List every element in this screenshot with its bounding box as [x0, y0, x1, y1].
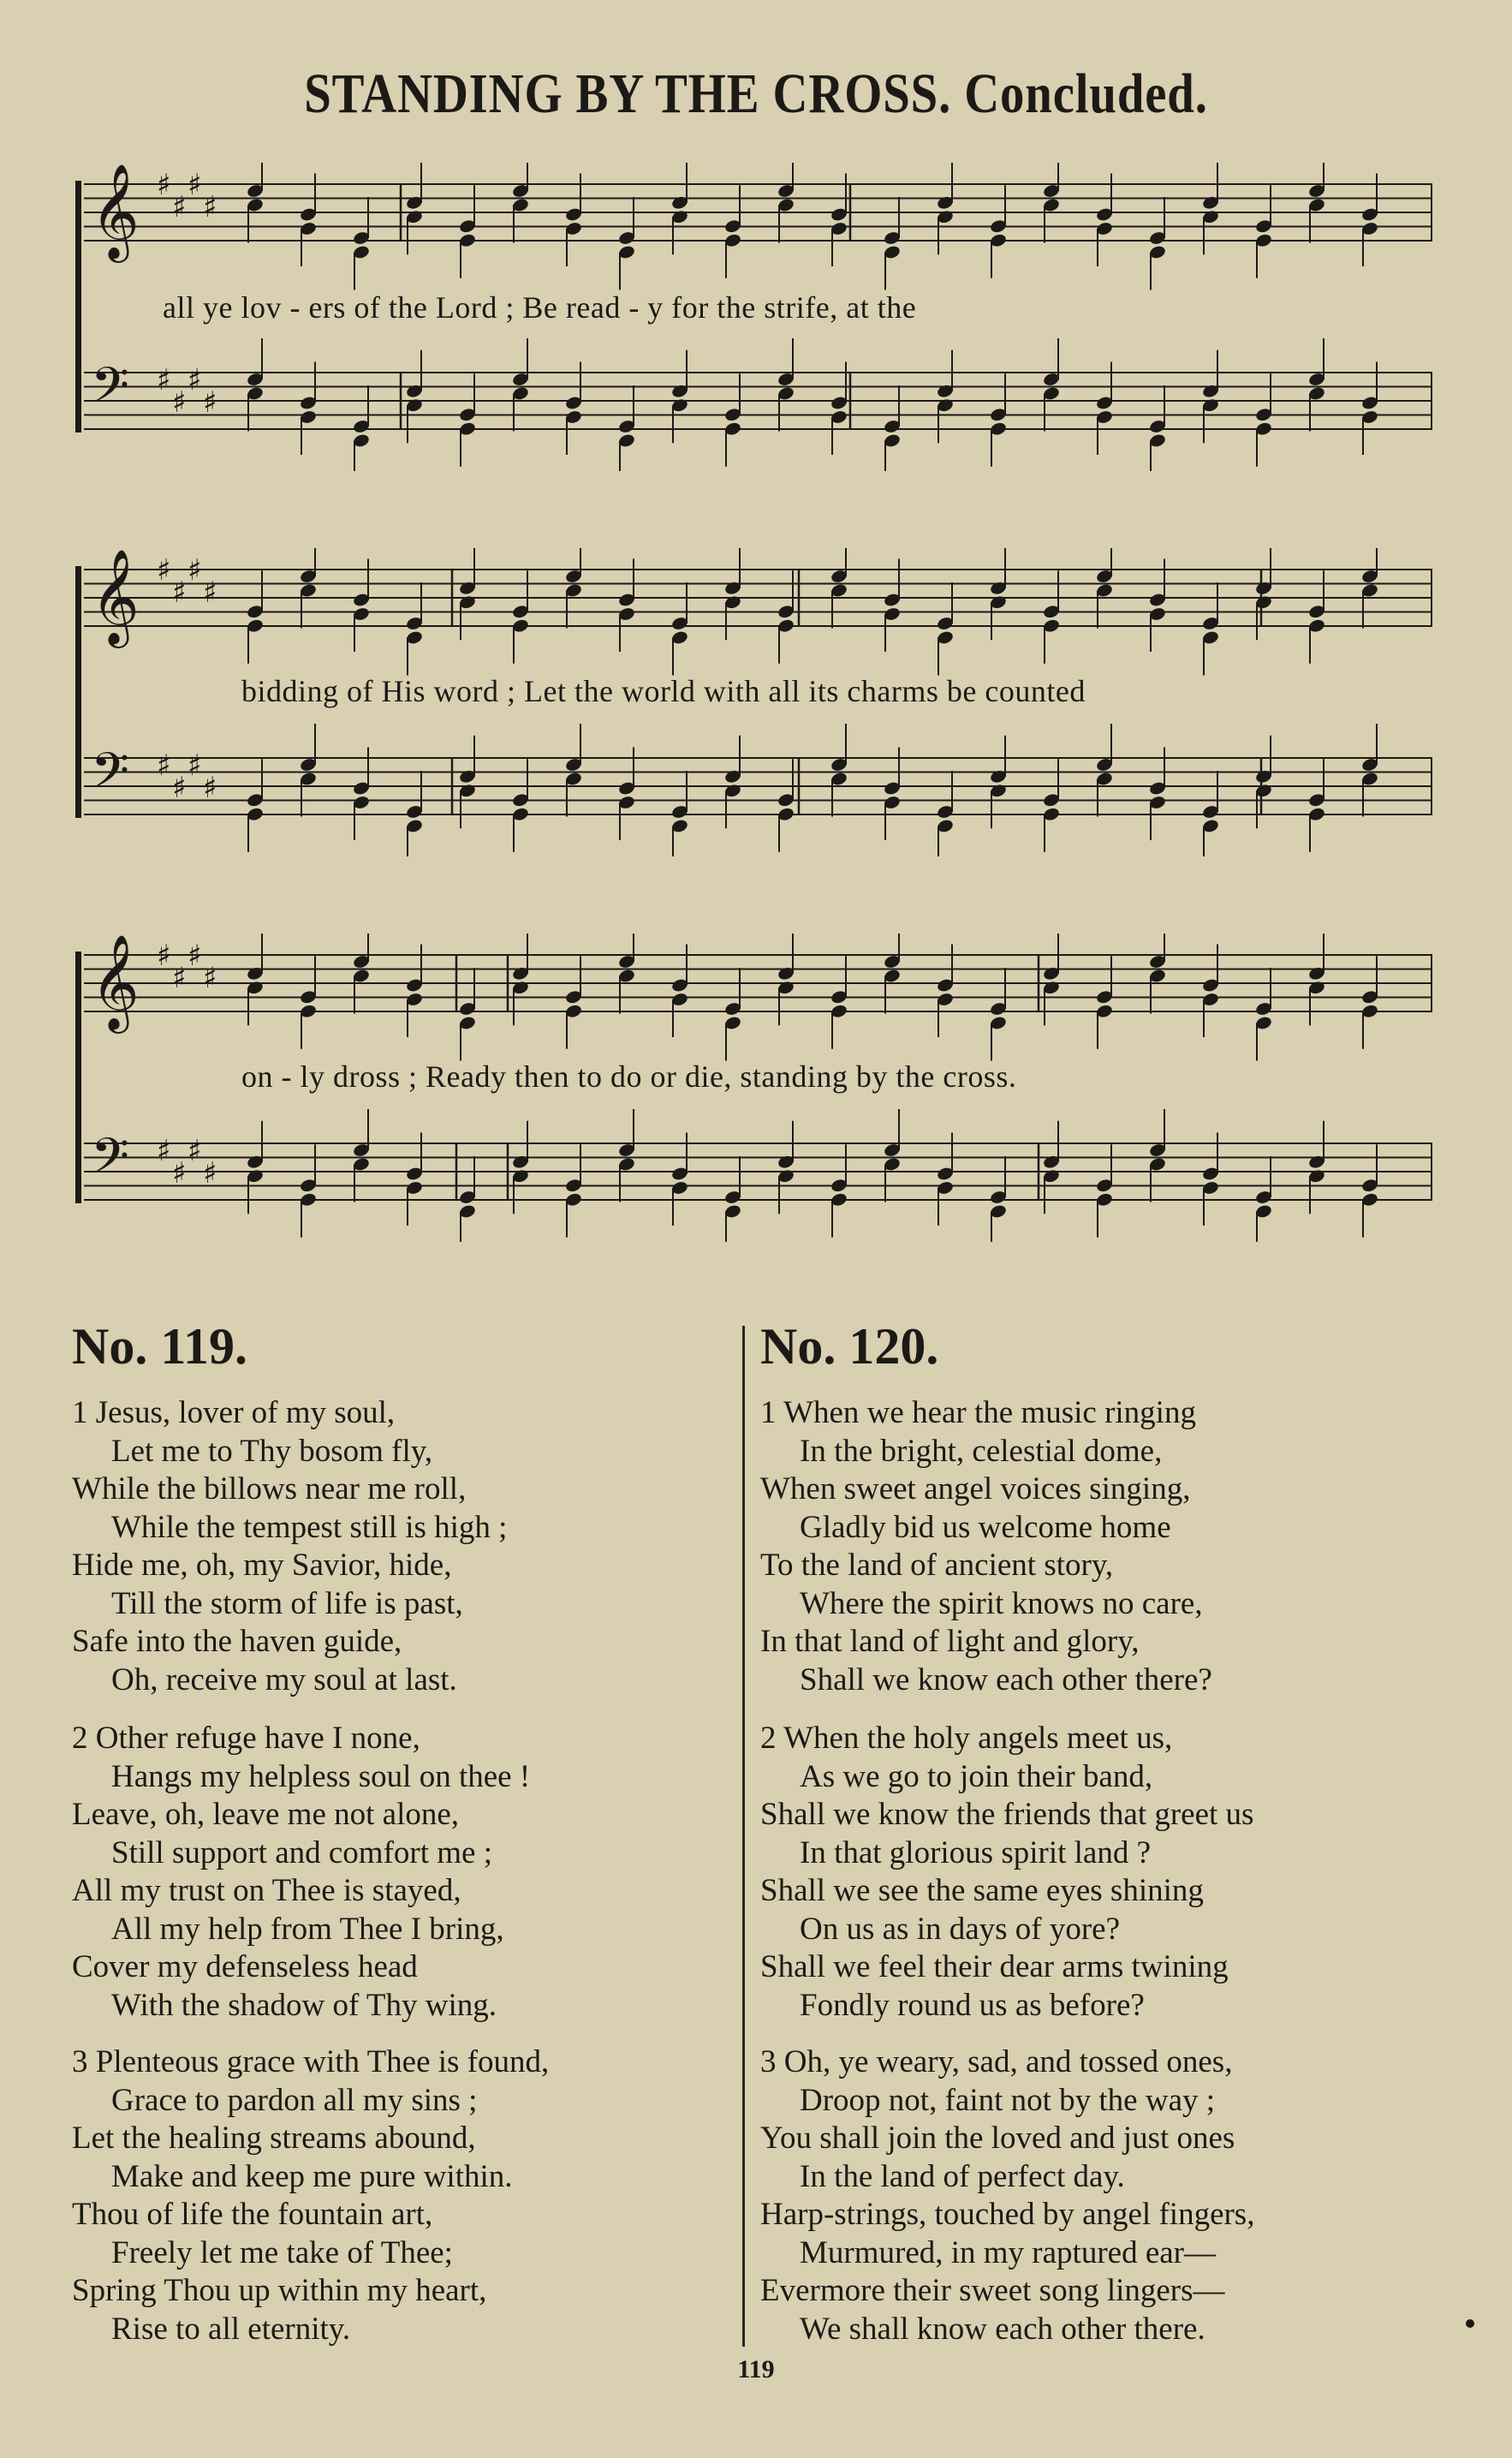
svg-text:♯: ♯ [157, 553, 171, 588]
verse-line: Droop not, faint not by the way ; [800, 2082, 1216, 2118]
svg-text:♯: ♯ [172, 576, 187, 610]
hymn-120-stanza-2 [760, 1720, 1253, 2025]
verse-line: Spring Thou up within my heart, [72, 2273, 487, 2308]
svg-text:♯: ♯ [188, 749, 202, 783]
verse-line: In the land of perfect day. [800, 2158, 1125, 2194]
treble-clef: 𝄞 [91, 934, 140, 1029]
verse-line: Oh, receive my soul at last. [111, 1662, 457, 1697]
verse-line: Till the storm of life is past, [111, 1585, 463, 1621]
svg-text:♯: ♯ [188, 939, 202, 973]
svg-text:♯: ♯ [172, 1156, 187, 1190]
hymn-120-heading: No. 120. [760, 1318, 939, 1375]
verse-line: 2 Other refuge have I none, [72, 1721, 420, 1756]
lyric-line-2: bidding of His word ; Let the world with all its charms be counted [241, 674, 1086, 708]
verse-line: 3 Plenteous grace with Thee is found, [72, 2044, 550, 2079]
verse-line: On us as in days of yore? [800, 1911, 1121, 1947]
verse-line: Safe into the haven guide, [72, 1624, 402, 1659]
verse-line: All my help from Thee I bring, [111, 1911, 504, 1947]
svg-text:♯: ♯ [203, 576, 217, 610]
svg-text:♯: ♯ [203, 1156, 217, 1190]
verse-line: With the shadow of Thy wing. [111, 1987, 497, 2023]
verse-line: While the billows near me roll, [72, 1471, 467, 1506]
verse-line: Murmured, in my raptured ear— [800, 2234, 1216, 2270]
column-divider [742, 1326, 745, 2347]
hymn-119-stanza-1 [72, 1394, 507, 1699]
svg-text:♯: ♯ [172, 961, 187, 995]
verse-line: Fondly round us as before? [800, 1987, 1145, 2023]
verse-line: While the tempest still is high ; [111, 1509, 508, 1545]
verse-line: When sweet angel voices singing, [760, 1471, 1191, 1506]
svg-text:♯: ♯ [157, 1134, 171, 1168]
verse-line: Hide me, oh, my Savior, hide, [72, 1548, 452, 1583]
svg-text:♯: ♯ [188, 363, 202, 397]
verse-line: 1 When we hear the music ringing [760, 1395, 1196, 1430]
bass-clef: 𝄢 [91, 742, 130, 812]
svg-text:♯: ♯ [188, 168, 202, 202]
verse-line: Where the spirit knows no care, [800, 1585, 1203, 1621]
svg-text:♯: ♯ [188, 1134, 202, 1168]
verse-line: Cover my defenseless head [72, 1949, 418, 1984]
verse-line: Freely let me take of Thee; [111, 2234, 453, 2270]
svg-text:♯: ♯ [157, 939, 171, 973]
svg-text:♯: ♯ [188, 553, 202, 588]
verse-line: Hangs my helpless soul on thee ! [111, 1758, 531, 1794]
verse-line: Make and keep me pure within. [111, 2158, 513, 2194]
verse-line: In that land of light and glory, [760, 1624, 1140, 1659]
verse-line: Still support and comfort me ; [111, 1835, 492, 1870]
bass-clef: 𝄢 [91, 356, 130, 427]
svg-text:♯: ♯ [157, 749, 171, 783]
svg-text:♯: ♯ [203, 385, 217, 420]
verse-line: Let me to Thy bosom fly, [111, 1433, 433, 1469]
verse-line: Evermore their sweet song lingers— [760, 2273, 1225, 2308]
verse-line: Shall we know each other there? [800, 1662, 1212, 1697]
lyric-line-3: on - ly dross ; Ready then to do or die, standing by the cross. [241, 1059, 1017, 1094]
svg-text:♯: ♯ [157, 168, 171, 202]
verse-line: Harp-strings, touched by angel fingers, [760, 2197, 1255, 2232]
verse-line: 1 Jesus, lover of my soul, [72, 1395, 396, 1430]
verse-line: Thou of life the fountain art, [72, 2197, 433, 2232]
verse-line: We shall know each other there. [800, 2311, 1205, 2347]
verse-line: In that glorious spirit land ? [800, 1835, 1152, 1870]
hymn-120-stanza-1 [760, 1394, 1212, 1699]
verse-line: Shall we know the friends that greet us [760, 1797, 1254, 1832]
verse-line: You shall join the loved and just ones [760, 2121, 1235, 2156]
svg-text:♯: ♯ [203, 190, 217, 224]
bass-clef: 𝄢 [91, 1127, 130, 1197]
verse-line: In the bright, celestial dome, [800, 1433, 1163, 1469]
verse-line: 2 When the holy angels meet us, [760, 1721, 1173, 1756]
hymn-119-heading: No. 119. [72, 1318, 248, 1375]
lyric-line-1: all ye lov - ers of the Lord ; Be read - y for the strife, at the [163, 290, 917, 325]
verse-line: To the land of ancient story, [760, 1548, 1114, 1583]
verse-line: As we go to join their band, [800, 1758, 1153, 1794]
verse-line: Let the healing streams abound, [72, 2121, 476, 2156]
page-number: 119 [737, 2355, 775, 2383]
verse-line: Shall we feel their dear arms twining [760, 1949, 1229, 1984]
ink-dot [1466, 2319, 1474, 2328]
verse-line: 3 Oh, ye weary, sad, and tossed ones, [760, 2044, 1233, 2079]
verse-line: Gladly bid us welcome home [800, 1509, 1171, 1545]
verse-line: Shall we see the same eyes shining [760, 1873, 1204, 1908]
verse-line: All my trust on Thee is stayed, [72, 1873, 461, 1908]
treble-clef: 𝄞 [91, 548, 140, 644]
svg-text:♯: ♯ [203, 771, 217, 805]
verse-line: Leave, oh, leave me not alone, [72, 1797, 460, 1832]
svg-text:♯: ♯ [157, 363, 171, 397]
hymn-119-stanza-3 [72, 2043, 549, 2348]
svg-text:♯: ♯ [172, 190, 187, 224]
hymn-119-stanza-2 [72, 1720, 530, 2025]
svg-text:♯: ♯ [172, 771, 187, 805]
verse-line: Grace to pardon all my sins ; [111, 2082, 478, 2118]
svg-text:♯: ♯ [203, 961, 217, 995]
hymn-120-stanza-3 [760, 2043, 1254, 2348]
verse-line: Rise to all eternity. [111, 2311, 351, 2347]
page-title: STANDING BY THE CROSS. Concluded. [304, 63, 1208, 125]
treble-clef: 𝄞 [91, 163, 140, 259]
svg-text:♯: ♯ [172, 385, 187, 420]
